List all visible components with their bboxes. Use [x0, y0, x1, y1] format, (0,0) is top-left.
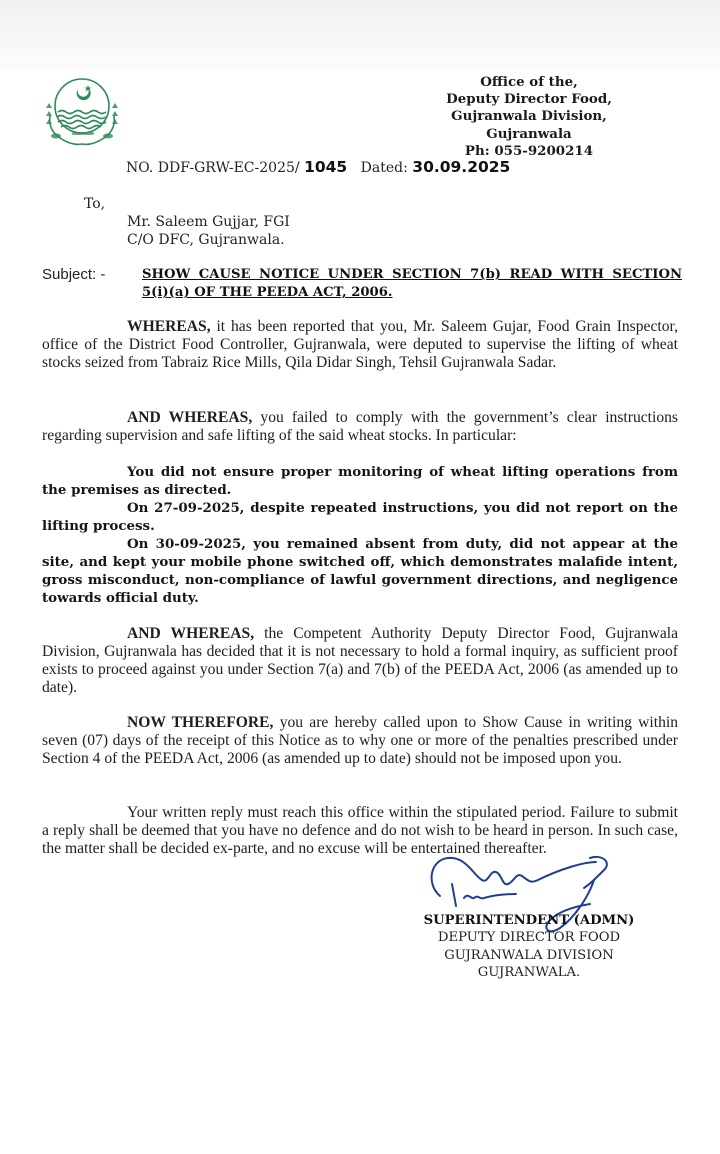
office-phone: Ph: 055-9200214 [464, 142, 594, 159]
office-line-2: Deputy Director Food, [446, 91, 612, 108]
office-line-4: Gujranwala [486, 125, 572, 142]
paragraph-text: you failed to comply with the government’s clear instructions regarding supervision and safe lifting of the said wheat stocks. In particular: [42, 409, 678, 444]
paragraph-now-therefore [42, 714, 678, 768]
office-line-3: Gujranwala Division, [451, 108, 607, 125]
addressee-address: C/O DFC, Gujranwala. [127, 231, 285, 248]
paragraph-text: the Competent Authority Deputy Director Food, Gujranwala Division, Gujranwala has decided that it is not necessary to hold a formal inquiry, as sufficient proof exists to proceed against you under Section 7(a) and 7(b) of the PEEDA Act, 2006 (as amended up to date). [42, 625, 678, 696]
paragraph-lead: AND WHEREAS, [127, 409, 253, 426]
reference-date: 30.09.2025 [412, 158, 511, 176]
subject-label: Subject: - [42, 266, 106, 283]
dated-label: Dated: [360, 160, 408, 176]
punjab-government-emblem [42, 72, 122, 150]
office-line-1: Office of the, [480, 74, 578, 90]
reference-line [126, 158, 510, 176]
to-label: To, [84, 196, 106, 212]
charge-text: On 30-09-2025, you remained absent from duty, did not appear at the site, and kept your mobile phone switched off, which demonstrates malafide intent, gross misconduct, non-compliance of lawful government directions, and negligence towards official duty. [42, 536, 678, 606]
paragraph-and-whereas-1 [42, 409, 678, 445]
signatory-office: DEPUTY DIRECTOR FOOD [437, 930, 621, 946]
charge-item [42, 499, 678, 535]
paragraph-and-whereas-2 [42, 625, 678, 697]
charge-item [42, 535, 678, 607]
signatory-block [420, 912, 638, 982]
signatory-division: GUJRANWALA DIVISION [444, 947, 614, 963]
paragraph-text: it has been reported that you, Mr. Saleem Gujar, Food Grain Inspector, office of the District Food Controller, Gujranwala, were deputed to supervise the lifting of wheat stocks seized from Tabraiz Rice Mills, Qila Didar Singh, Tehsil Gujranwala Sadar. [42, 318, 678, 371]
addressee-name: Mr. Saleem Gujjar, FGI [127, 214, 290, 230]
paragraph-lead: NOW THEREFORE, [127, 714, 274, 731]
paragraph-text: Your written reply must reach this office within the stipulated period. Failure to submit a reply shall be deemed that you have no defence and do not wish to be heard in person. In such case, the matter shall be decided ex-parte, and no excuse will be entertained thereafter. [42, 804, 678, 857]
office-header [436, 74, 622, 160]
paragraph-reply-instructions [42, 804, 678, 858]
paragraph-text: you are hereby called upon to Show Cause in writing within seven (07) days of the receipt of this Notice as to why one or more of the penalties prescribed under Section 4 of the PEEDA Act, 2006 (as amended up to date) should not be imposed upon you. [42, 714, 678, 767]
paragraph-lead: WHEREAS, [127, 318, 211, 335]
signatory-title: SUPERINTENDENT (ADMN) [423, 913, 635, 928]
paragraph-lead: AND WHEREAS, [127, 625, 255, 642]
signatory-city: GUJRANWALA. [477, 965, 581, 981]
reference-prefix: NO. DDF-GRW-EC-2025/ [126, 160, 300, 176]
emblem-icon [42, 72, 122, 150]
addressee [127, 214, 290, 249]
reference-number: 1045 [304, 158, 348, 176]
subject-text: SHOW CAUSE NOTICE UNDER SECTION 7(b) READ WITH SECTION 5(i)(a) OF THE PEEDA ACT, 2006. [142, 267, 682, 300]
charge-item [42, 463, 678, 499]
charge-text: You did not ensure proper monitoring of wheat lifting operations from the premises as directed. [42, 464, 678, 498]
page-top-shadow [0, 0, 720, 70]
paragraph-whereas [42, 318, 678, 372]
charge-text: On 27-09-2025, despite repeated instructions, you did not report on the lifting process. [42, 500, 678, 534]
